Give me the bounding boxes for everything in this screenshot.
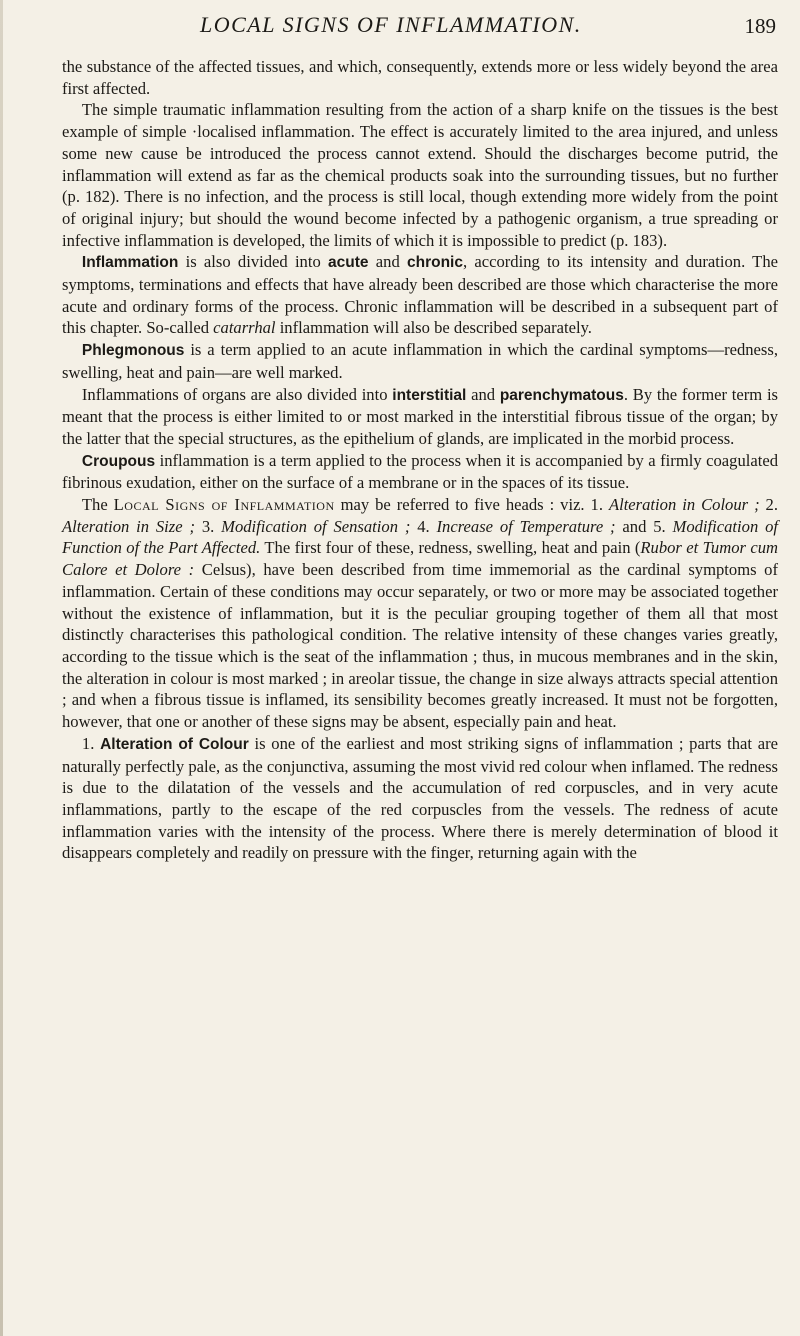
page-edge-shadow — [0, 0, 3, 1336]
paragraph-alteration-colour: 1. Alteration of Colour is one of the earliest and most striking signs of inflammation ; parts that are naturally perfectly pale, as the conjunctiva, assuming the most vivid red colour when inflamed. The redness is due to the dilatation of the vessels and the accumulation of red corpuscles, and in very acute inflammations, partly to the escape of the red corpuscles from the vessels. The redness of acute inflammation varies with the intensity of the process. Where there is merely determination of blood it disappears completely and readily on pressure with the finger, returning again with the — [62, 733, 779, 863]
term-interstitial: interstitial — [392, 386, 467, 404]
term-parenchymatous: parenchymatous — [499, 386, 624, 404]
term-chronic: chronic — [407, 254, 463, 272]
term-croupous: Croupous — [81, 452, 156, 470]
paragraph-phlegmonous: Phlegmonous is a term applied to an acute inflammation in which the cardinal symptoms—redness, swelling, heat and pain—are well marked. — [62, 340, 778, 382]
latin-phrase: Rubor et Tumor cum Calore et Dolore : — [62, 538, 778, 580]
paragraph-traumatic-inflammation: The simple traumatic inflammation resulting from the action of a sharp knife on the tissues is the best example of simple ·localised inflammation. The effect is accurately limited to the area injured, and unless some new cause be introduced the process cannot extend. Should the discharges become putrid, the inflammation will extend as far as the chemical products soak into the surrounding tissues, but no further (p. 182). There is no infection, and the process is still local, though extending more widely from the point of original injury; but should the wound become infected by a pathogenic organism, a true spreading or infective inflammation is developed, the limits of which it is impossible to predict (p. 183). — [62, 100, 778, 250]
paragraph-interstitial: Inflammations of organs are also divided into interstitial and parenchymatous. By the former term is meant that the process is either limited to or most marked in the interstitial fibrous tissue of the organ; by the latter that the special structures, as the epithelium of glands, are implicated in the morbid process. — [62, 384, 779, 448]
paragraph-continuation: the substance of the affected tissues, and which, consequently, extends more or less widely beyond the area first affected. — [62, 57, 778, 98]
term-local-signs: Local Signs of Inflammation — [113, 495, 335, 515]
body-text — [62, 56, 778, 864]
term-catarrhal: catarrhal — [213, 318, 276, 338]
term-inflammation: Inflammation — [81, 254, 179, 272]
term-acute: acute — [328, 254, 369, 272]
page-number: 189 — [744, 14, 776, 38]
paragraph-local-signs: The Local Signs of Inflammation may be referred to five heads : viz. 1. Alteration in Colour ; 2. Alteration in Size ; 3. Modification of Sensation ; 4. Increase of Temperature ; and 5. Modification of Function of the Part Affected. The first four of these, redness, swelling, heat and pain (Rubor et Tumor cum Calore et Dolore : Celsus), have been described from time immemorial as the cardinal symptoms of inflammation. Certain of these conditions may occur separately, or two or more may be associated together without the existence of inflammation, but it is the peculiar grouping together of them all that most distinctly characterises this pathological condition. The relative intensity of these changes varies greatly, according to the tissue which is the seat of the inflammation ; thus, in mucous membranes and in the skin, the alteration in colour is most marked ; in areolar tissue, the change in size always attracts special attention ; and when a fibrous tissue is inflamed, its sensibility becomes greatly increased. It must not be forgotten, however, that one or another of these signs may be absent, especially pain and heat. — [62, 495, 779, 732]
term-alteration-of-colour: Alteration of Colour — [100, 735, 249, 753]
paragraph-croupous: Croupous inflammation is a term applied to the process when it is accompanied by a firmly coagulated fibrinous exudation, either on the surface of a membrane or in the spaces of its tissue. — [62, 450, 778, 493]
page-header — [60, 8, 780, 52]
paragraph-acute-chronic: Inflammation is also divided into acute and chronic, according to its intensity and duration. The symptoms, terminations and effects that have already been described are those which characterise the more acute and ordinary forms of the process. Chronic inflammation will be described in a subsequent part of this chapter. So-called catarrhal inflammation will also be described separately. — [62, 252, 778, 338]
running-title: LOCAL SIGNS OF INFLAMMATION. — [200, 12, 582, 37]
term-phlegmonous: Phlegmonous — [81, 342, 185, 360]
